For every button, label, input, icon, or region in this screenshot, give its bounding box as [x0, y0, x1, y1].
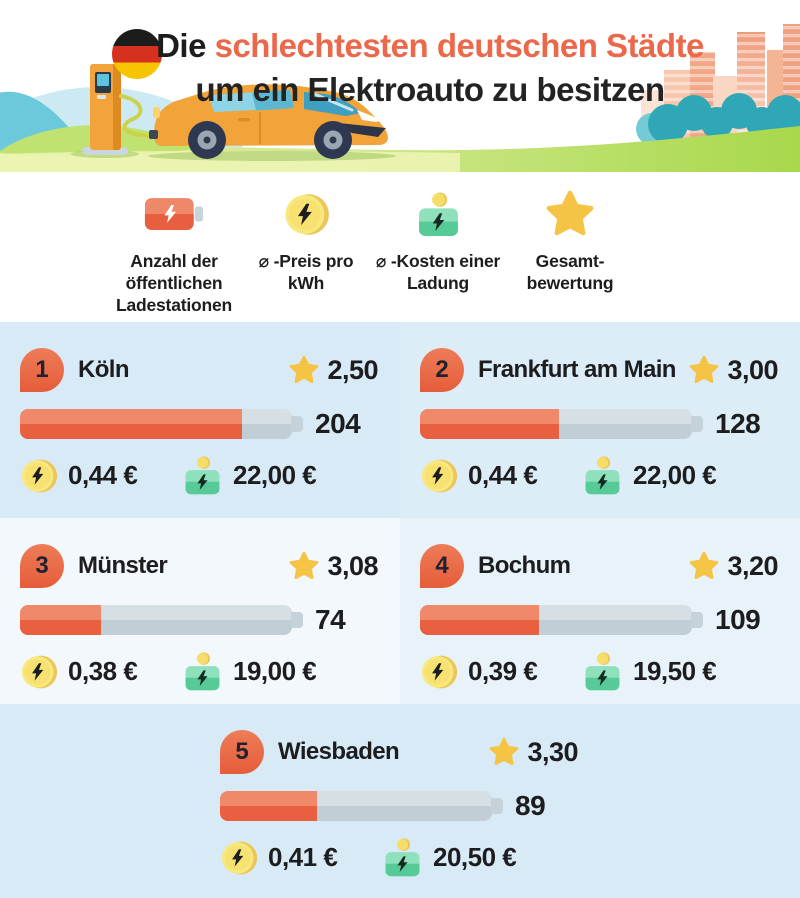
- coin-icon: [420, 457, 458, 495]
- rating-value: 3,00: [727, 354, 778, 385]
- legend-item-price: [240, 186, 372, 322]
- charge-cost-value: 19,50 €: [633, 656, 717, 686]
- row-wiesbaden-band: [0, 704, 800, 898]
- legend-label: ⌀ -Kosten einer Ladung: [375, 251, 501, 294]
- city-card-muenster: [0, 518, 400, 704]
- charge-cost-icon: [182, 651, 223, 692]
- star-icon: [488, 736, 520, 768]
- city-card-koeln: [0, 322, 400, 518]
- price-per-kwh: [420, 457, 582, 495]
- rating-value: 2,50: [327, 354, 378, 385]
- price-value: 0,38 €: [68, 656, 138, 686]
- price-value: 0,44 €: [468, 460, 538, 490]
- rank-number: 5: [235, 738, 249, 765]
- rating-value: 3,08: [327, 550, 378, 581]
- star-icon: [288, 354, 320, 386]
- battery-tip: [291, 416, 303, 432]
- price-value: 0,41 €: [268, 842, 338, 872]
- title-highlight: schlechtesten deutschen Städte: [214, 27, 704, 64]
- stations-battery-bar: [420, 605, 692, 635]
- battery-icon: [144, 195, 204, 233]
- overall-rating: [688, 354, 778, 386]
- title-line-1: Die schlechtesten deutschen Städte: [156, 27, 704, 64]
- charge-cost-value: 22,00 €: [233, 460, 317, 490]
- legend-label: ⌀ -Preis pro kWh: [258, 251, 354, 294]
- stations-bar-fill: [420, 605, 539, 635]
- city-name: Bochum: [478, 552, 571, 579]
- rank-badge: [20, 544, 64, 588]
- city-name: Münster: [78, 552, 168, 579]
- price-per-kwh: [220, 839, 382, 877]
- legend-item-stations: [108, 186, 240, 322]
- overall-rating: [288, 550, 378, 582]
- rank-badge: [420, 544, 464, 588]
- battery-tip: [491, 798, 503, 814]
- overall-rating: [688, 550, 778, 582]
- coin-icon: [420, 653, 458, 691]
- price-per-kwh: [20, 457, 182, 495]
- charge-cost-value: 19,00 €: [233, 656, 317, 686]
- title-line-2: um ein Elektroauto zu besitzen: [195, 70, 665, 108]
- charge-cost-icon: [582, 651, 623, 692]
- stations-count: 109: [715, 604, 761, 635]
- stations-bar-row: [400, 604, 800, 636]
- stations-battery-bar: [20, 409, 292, 439]
- legend: [108, 172, 648, 322]
- stations-count: 204: [315, 408, 361, 439]
- costs-row: [0, 455, 400, 496]
- charge-cost-icon: [382, 837, 423, 878]
- stations-count: 74: [315, 604, 346, 635]
- legend-item-charge-cost: [372, 186, 504, 322]
- stations-battery-bar: [220, 791, 492, 821]
- cost-per-charge: [382, 837, 516, 878]
- price-value: 0,39 €: [468, 656, 538, 686]
- stations-bar-fill: [220, 791, 317, 821]
- charge-cost-icon: [582, 455, 623, 496]
- hero-header: [0, 0, 800, 172]
- costs-row: [400, 651, 800, 692]
- star-icon: [544, 188, 596, 240]
- rank-badge: [220, 730, 264, 774]
- overall-rating: [288, 354, 378, 386]
- price-per-kwh: [20, 653, 182, 691]
- stations-bar-fill: [420, 409, 559, 439]
- battery-tip: [691, 612, 703, 628]
- stations-bar-row: [0, 604, 400, 636]
- charge-cost-value: 20,50 €: [433, 842, 517, 872]
- charge-cost-value: 22,00 €: [633, 460, 717, 490]
- rank-badge: [20, 348, 64, 392]
- city-name: Frankfurt am Main: [478, 356, 676, 383]
- city-name: Wiesbaden: [278, 738, 400, 765]
- rating-value: 3,20: [727, 550, 778, 581]
- legend-label: Gesamt-bewertung: [526, 251, 614, 294]
- cost-per-charge: [582, 651, 716, 692]
- charge-cost-icon: [415, 191, 462, 238]
- star-icon: [688, 354, 720, 386]
- star-icon: [688, 550, 720, 582]
- coin-icon: [20, 653, 58, 691]
- rank-badge: [420, 348, 464, 392]
- city-card-wiesbaden: [200, 704, 600, 898]
- rating-value: 3,30: [527, 736, 578, 767]
- stations-bar-row: [400, 408, 800, 440]
- legend-item-rating: [504, 186, 636, 322]
- rank-number: 3: [35, 552, 49, 579]
- charge-cost-icon: [182, 455, 223, 496]
- coin-icon: [283, 191, 330, 238]
- price-per-kwh: [420, 653, 582, 691]
- battery-tip: [691, 416, 703, 432]
- city-card-bochum: [400, 518, 800, 704]
- rank-number: 4: [435, 552, 449, 579]
- city-card-frankfurt: [400, 322, 800, 518]
- costs-row: [0, 651, 400, 692]
- coin-icon: [20, 457, 58, 495]
- stations-count: 89: [515, 790, 546, 821]
- stations-bar-row: [200, 790, 600, 822]
- rank-number: 2: [435, 356, 449, 383]
- star-icon: [288, 550, 320, 582]
- stations-bar-fill: [20, 409, 242, 439]
- price-value: 0,44 €: [68, 460, 138, 490]
- stations-battery-bar: [20, 605, 292, 635]
- rank-number: 1: [35, 356, 49, 383]
- cost-per-charge: [182, 651, 316, 692]
- stations-battery-bar: [420, 409, 692, 439]
- city-rankings: [0, 322, 800, 898]
- costs-row: [200, 837, 600, 878]
- battery-tip: [291, 612, 303, 628]
- page-title: [0, 24, 800, 111]
- cost-per-charge: [182, 455, 316, 496]
- overall-rating: [488, 736, 578, 768]
- cost-per-charge: [582, 455, 716, 496]
- stations-bar-row: [0, 408, 400, 440]
- costs-row: [400, 455, 800, 496]
- legend-label: Anzahl der öffentlichen Ladestationen: [115, 251, 233, 316]
- stations-count: 128: [715, 408, 761, 439]
- city-name: Köln: [78, 356, 129, 383]
- stations-bar-fill: [20, 605, 101, 635]
- coin-icon: [220, 839, 258, 877]
